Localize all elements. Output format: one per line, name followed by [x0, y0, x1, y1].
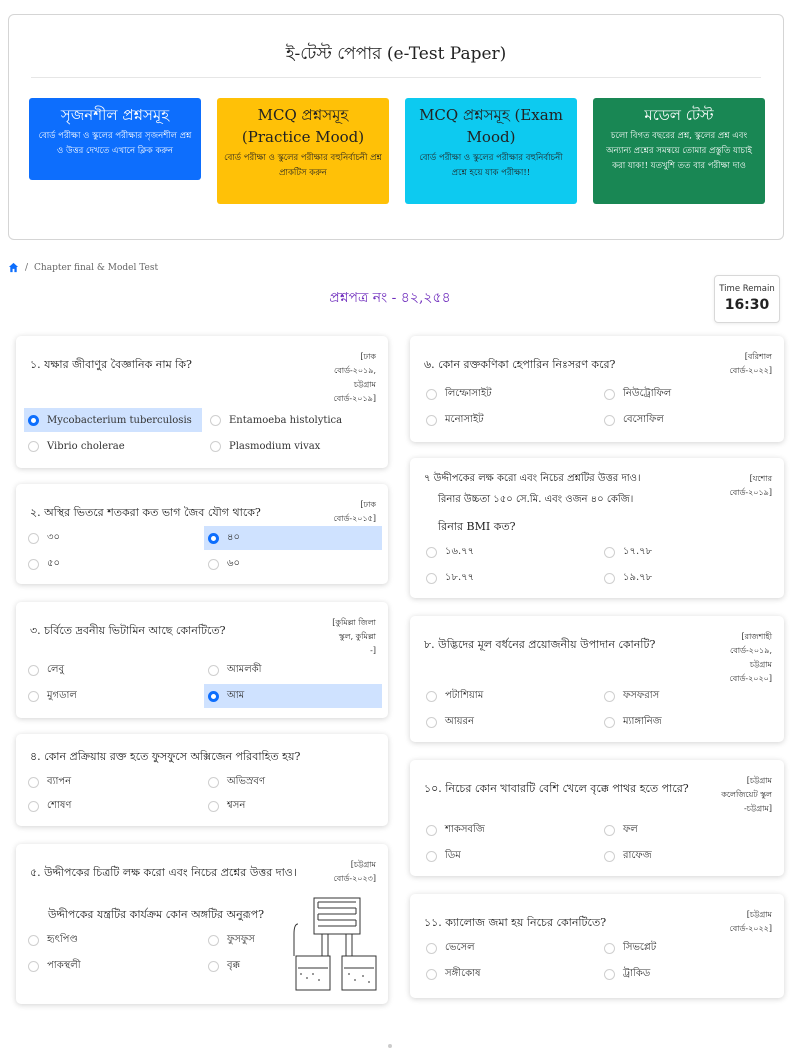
radio-button[interactable] — [604, 943, 615, 954]
radio-button[interactable] — [28, 665, 39, 676]
card-title: মডেল টেস্ট — [644, 106, 714, 124]
question-source: [বরিশাল বোর্ড-২০২২] — [729, 352, 772, 375]
paper-number: প্রশ্নপত্র নং - ৪২,২৫৪ — [329, 290, 451, 306]
breadcrumb-current: Chapter final & Model Test — [34, 262, 159, 273]
radio-button[interactable] — [604, 415, 615, 426]
option[interactable]: আয়রন — [422, 710, 600, 734]
option[interactable]: লিম্ফোসাইট — [422, 382, 600, 406]
radio-button[interactable] — [208, 801, 219, 812]
question-card — [16, 336, 388, 468]
question-text: ১০. নিচের কোন খাবারটি বেশি খেলে বৃক্কে পাথর হতে পারে? — [424, 782, 689, 795]
card-title: MCQ প্রশ্নসমূহ (Practice Mood) — [241, 106, 365, 146]
radio-button[interactable] — [210, 441, 221, 452]
question-prompt: রিনার BMI কত? — [438, 520, 516, 533]
option[interactable]: শোষণ — [24, 794, 202, 818]
option[interactable]: ১৮.৭৭ — [422, 566, 600, 590]
option[interactable]: ফসফরাস — [600, 684, 778, 708]
scroll-indicator — [388, 1044, 392, 1048]
model-test-card[interactable] — [593, 98, 765, 204]
option[interactable]: আম — [204, 684, 382, 708]
question-text: ২. অস্থির ভিতরে শতকরা কত ভাগ জৈব যৌগ থাকে? — [30, 506, 261, 519]
option[interactable]: ডিম — [422, 844, 600, 868]
question-text: ১. যক্ষার জীবাণুর বৈজ্ঞানিক নাম কি? — [30, 358, 192, 371]
question-card — [410, 336, 784, 442]
option[interactable]: ৬০ — [204, 552, 382, 576]
radio-button[interactable] — [208, 559, 219, 570]
radio-button[interactable] — [208, 691, 219, 702]
timer-value: 16:30 — [724, 297, 770, 313]
option[interactable]: মুগডাল — [24, 684, 202, 708]
radio-button[interactable] — [208, 961, 219, 972]
card-description: বোর্ড পরীক্ষা ও স্কুলের পরীক্ষার বহুনির্বাচনী প্রশ্নে হয়ে যাক পরীক্ষা!! — [419, 153, 563, 178]
breadcrumb-separator: / — [25, 262, 29, 273]
question-source: [চট্টগ্রাম বোর্ড-২০২২] — [729, 910, 772, 933]
radio-button[interactable] — [604, 573, 615, 584]
timer-box — [714, 275, 780, 323]
mcq-practice-card[interactable] — [217, 98, 389, 204]
question-text: ৭ উদ্দীপকের লক্ষ করো এবং নিচের প্রশ্নটির উত্তর দাও। — [424, 473, 641, 484]
option[interactable]: সিভপ্লেট — [600, 936, 778, 960]
radio-button[interactable] — [208, 777, 219, 788]
question-text: ৩. চর্বিতে দ্রবনীয় ভিটামিন আছে কোনটিতে? — [30, 624, 226, 637]
radio-button[interactable] — [28, 801, 39, 812]
option[interactable]: ফল — [600, 818, 778, 842]
option[interactable]: পটাশিয়াম — [422, 684, 600, 708]
question-text: ৬. কোন রক্তকণিকা হেপারিন নিঃসরণ করে? — [424, 358, 616, 371]
dialysis-machine-illustration — [292, 894, 382, 994]
radio-button[interactable] — [426, 943, 437, 954]
option[interactable]: লেবু — [24, 658, 202, 682]
radio-button[interactable] — [28, 777, 39, 788]
question-card — [16, 734, 388, 826]
radio-button[interactable] — [28, 441, 39, 452]
radio-button[interactable] — [426, 389, 437, 400]
radio-button[interactable] — [28, 559, 39, 570]
question-card — [16, 484, 388, 584]
question-card — [410, 616, 784, 742]
question-source: [রাজশাহী বোর্ড-২০১৯, চট্টগ্রাম বোর্ড-২০২০] — [729, 632, 772, 683]
question-source: [কুমিল্লা জিলা স্কুল, কুমিল্লা -] — [332, 618, 376, 655]
radio-button[interactable] — [604, 547, 615, 558]
card-title: সৃজনশীল প্রশ্নসমূহ — [60, 106, 170, 124]
question-source: [চট্টগ্রাম কলেজিয়েট স্কুল -চট্টগ্রাম] — [721, 776, 772, 813]
option[interactable]: শ্বসন — [204, 794, 382, 818]
radio-button[interactable] — [604, 825, 615, 836]
radio-button[interactable] — [426, 717, 437, 728]
option[interactable]: রাফেজ — [600, 844, 778, 868]
radio-button[interactable] — [28, 691, 39, 702]
radio-button[interactable] — [604, 717, 615, 728]
creative-questions-card[interactable] — [29, 98, 201, 180]
radio-button[interactable] — [28, 533, 39, 544]
card-title: MCQ প্রশ্নসমূহ (Exam Mood) — [419, 106, 563, 146]
home-icon[interactable] — [8, 262, 19, 273]
radio-button[interactable] — [604, 969, 615, 980]
question-source: [চট্টগ্রাম বোর্ড-২০২৩] — [333, 860, 376, 883]
breadcrumb — [8, 262, 158, 273]
question-text: ৮. উদ্ভিদের মূল বর্ধনের প্রয়োজনীয় উপাদান কোনটি? — [424, 638, 656, 651]
radio-button[interactable] — [28, 935, 39, 946]
radio-button[interactable] — [426, 573, 437, 584]
question-source: [ঢাক বোর্ড-২০১৯, চট্টগ্রাম বোর্ড-২০১৯] — [333, 352, 376, 403]
option[interactable]: হৃৎপিণ্ড — [24, 928, 202, 952]
radio-button[interactable] — [426, 547, 437, 558]
card-description: চলো বিগত বছরের প্রশ্ন, স্কুলের প্রশ্ন এবং অন্যান্য প্রশ্নের সমন্বয়ে তোমার প্রস্তুতি যাচাই করা যাক!! যতখুশি তত বার পরীক্ষা দাও — [606, 131, 752, 171]
question-card — [410, 458, 784, 598]
header-panel — [8, 14, 784, 240]
question-card — [16, 602, 388, 718]
question-text: ৪. কোন প্রক্রিয়ায় রক্ত হতে ফুসফুসে অক্সিজেন পরিবাহিত হয়? — [30, 750, 301, 763]
radio-button[interactable] — [28, 961, 39, 972]
mcq-exam-card[interactable] — [405, 98, 577, 204]
question-text: ১১. ক্যালোজ জমা হয় নিচের কোনটিতে? — [424, 916, 607, 929]
option[interactable]: বেসোফিল — [600, 408, 778, 432]
option[interactable]: ৪০ — [204, 526, 382, 550]
option[interactable]: নিউট্রোফিল — [600, 382, 778, 406]
option[interactable]: বৃক্ক — [204, 954, 294, 978]
card-description: বোর্ড পরীক্ষা ও স্কুলের পরীক্ষার বহুনির্বাচনী প্রশ্ন প্রাকটিস করুন — [224, 153, 382, 178]
card-description: বোর্ড পরীক্ষা ও স্কুলের পরীক্ষার সৃজনশীল প্রশ্ন ও উত্তর দেখতে এখানে ক্লিক করুন — [38, 131, 192, 156]
radio-button[interactable] — [604, 851, 615, 862]
radio-button[interactable] — [426, 969, 437, 980]
radio-button[interactable] — [426, 415, 437, 426]
option[interactable]: ট্রাকিড — [600, 962, 778, 986]
option[interactable]: Plasmodium vivax — [206, 434, 384, 458]
question-text: ৫. উদ্দীপকের চিত্রটি লক্ষ করো এবং নিচের প্রশ্নের উত্তর দাও। — [30, 866, 297, 879]
radio-button[interactable] — [208, 533, 219, 544]
divider — [31, 77, 761, 78]
page-title: ই-টেস্ট পেপার (e-Test Paper) — [285, 44, 507, 64]
option[interactable]: Mycobacterium tuberculosis — [24, 408, 202, 432]
option[interactable]: ব্যাপন — [24, 770, 202, 794]
question-card — [410, 760, 784, 876]
radio-button[interactable] — [210, 415, 221, 426]
radio-button[interactable] — [604, 389, 615, 400]
question-source: [ঢাক বোর্ড-২০১৫] — [333, 500, 376, 523]
radio-button[interactable] — [208, 665, 219, 676]
option[interactable]: সঙ্গীকোষ — [422, 962, 600, 986]
radio-button[interactable] — [604, 691, 615, 702]
timer-label: Time Remain — [719, 284, 775, 294]
option[interactable]: মনোসাইট — [422, 408, 600, 432]
question-card — [410, 894, 784, 998]
question-card — [16, 844, 388, 1004]
option[interactable]: ৫০ — [24, 552, 202, 576]
radio-button[interactable] — [426, 691, 437, 702]
option[interactable]: Entamoeba histolytica — [206, 408, 384, 432]
option[interactable]: ১৬.৭৭ — [422, 540, 600, 564]
option[interactable]: ১৭.৭৮ — [600, 540, 778, 564]
radio-button[interactable] — [208, 935, 219, 946]
option[interactable]: ম্যাঙ্গানিজ — [600, 710, 778, 734]
option[interactable]: ফুসফুস — [204, 928, 294, 952]
radio-button[interactable] — [28, 415, 39, 426]
option[interactable]: ১৯.৭৮ — [600, 566, 778, 590]
radio-button[interactable] — [426, 851, 437, 862]
option[interactable]: পাকস্থলী — [24, 954, 202, 978]
option[interactable]: Vibrio cholerae — [24, 434, 202, 458]
option[interactable]: ভেসেল — [422, 936, 600, 960]
question-stem: উদ্দীপকের যন্ত্রটির কার্যক্রম কোন অঙ্গটির অনুরূপ? — [48, 908, 265, 921]
option[interactable]: ৩০ — [24, 526, 202, 550]
option[interactable]: আমলকী — [204, 658, 382, 682]
question-stem: রিনার উচ্চতা ১৫০ সে.মি. এবং ওজন ৪০ কেজি। — [438, 494, 634, 505]
question-source: [যশোর বোর্ড-২০১৯] — [729, 474, 772, 497]
option[interactable]: শাকসবজি — [422, 818, 600, 842]
radio-button[interactable] — [426, 825, 437, 836]
option[interactable]: অভিস্রবণ — [204, 770, 382, 794]
